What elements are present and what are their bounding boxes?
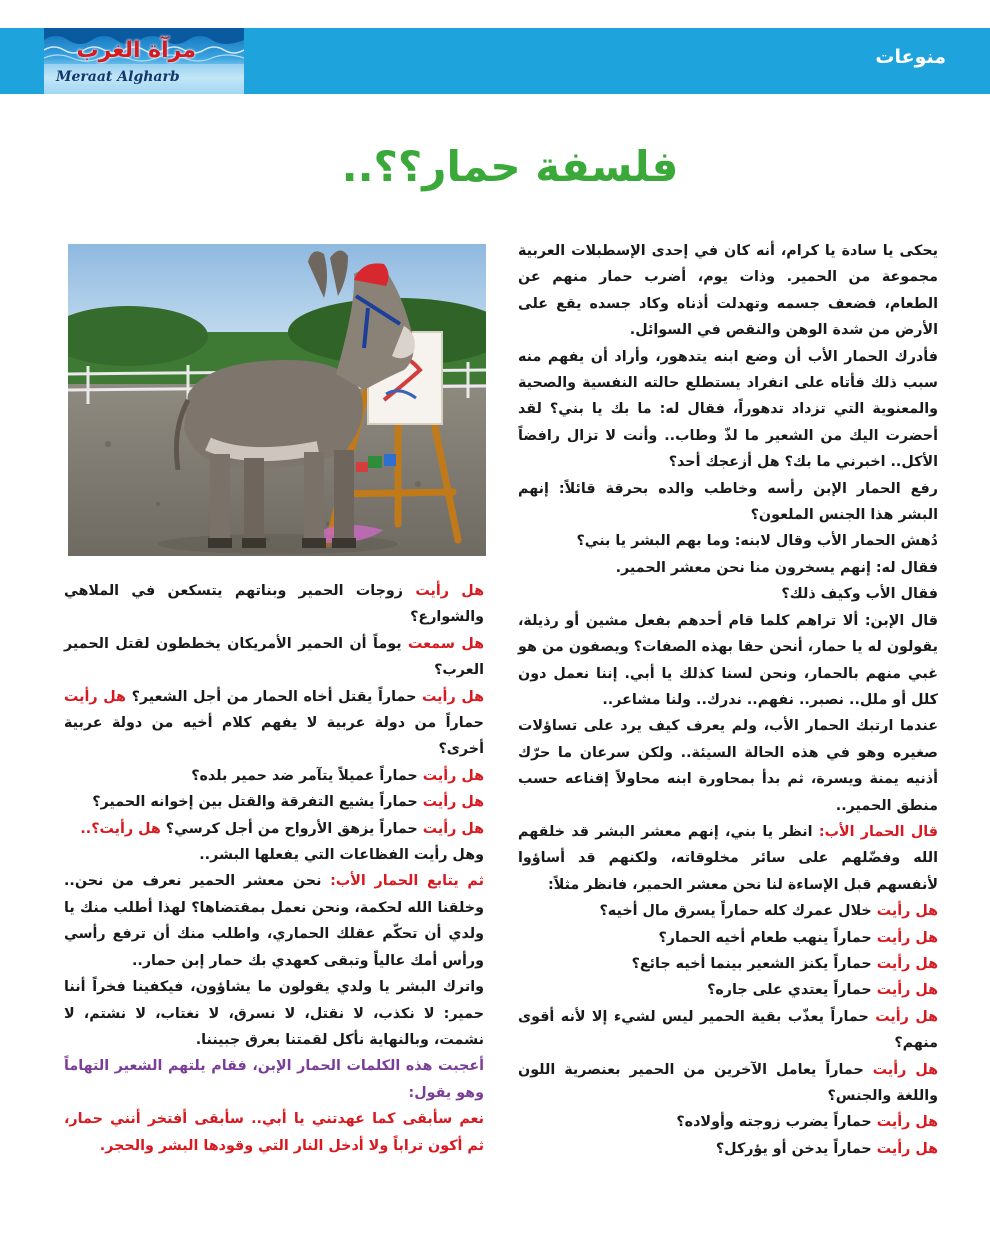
question-line: [64, 631, 484, 684]
question-text: حماراً من دولة عربية لا يفهم كلام أخيه من دولة عربية أخرى؟: [64, 715, 484, 758]
question-text: حماراً عميلاً يتآمر ضد حمير بلده؟: [191, 767, 423, 784]
paragraph: يحكى يا سادة يا كرام، أنه كان في إحدى الإسطبلات العربية مجموعة من الحمير. وذات يوم، أضرب حمار منهم عن الطعام، فضعف جسمه وتهدلت أذناه وكاد جسده يقع على الأرض من شدة الوهن والنقص في السوائل.: [518, 243, 938, 339]
question-text: حماراً يشيع التفرقة والقتل بين إخوانه الحمير؟: [92, 794, 423, 811]
question-line: [518, 1004, 938, 1057]
highlight-lead: هل رأيت: [422, 767, 484, 784]
paragraph: دُهش الحمار الأب وقال لابنه: وما بهم البشر يا بني؟: [576, 533, 938, 550]
question-line: [518, 1136, 938, 1162]
question-text: حماراً يعامل الآخرين من الحمير بعنصرية اللون واللغة والجنس؟: [518, 1061, 938, 1104]
question-text: حماراً ينهب طعام أخيه الحمار؟: [658, 929, 877, 946]
paragraph-text: نحن معشر الحمير نعرف من نحن.. وخلقنا الله لحكمة، ونحن نعمل بمقتضاها؟ لهذا أطلب منك يا ولدي أن تحكّم عقلك الحماري، واطلب منك أن ترفع رأسي ورأس أمك عالياً وتبقى كعهدي بك حمار إبن حمار..: [64, 873, 484, 969]
paragraph: فقال الأب وكيف ذلك؟: [781, 586, 938, 603]
highlight-lead: هل رأيت: [876, 1114, 938, 1131]
paragraph: واترك البشر يا ولدي يقولون ما يشاؤون، فيكفينا فخراً أننا حمير: لا نكذب، لا نقتل، لا نسرق، لا نغتاب، لا نشتم، لا نشمت، وبالنهاية نأكل لقمتنا بعرق جبيننا.: [64, 979, 484, 1048]
paragraph: وهل رأيت الفظاعات التي يفعلها البشر..: [199, 847, 484, 864]
question-text: حماراً يدخن أو يؤركل؟: [715, 1140, 877, 1157]
donkey-illustration: [68, 244, 486, 556]
masthead-logo: [44, 28, 244, 94]
question-text: زوجات الحمير وبناتهم يتسكعن في الملاهي والشوارع؟: [64, 583, 484, 626]
question-line: [518, 1109, 938, 1135]
purple-paragraph: أعجبت هذه الكلمات الحمار الإبن، فقام يلتهم الشعير التهاماً وهو يقول:: [64, 1058, 484, 1101]
paragraph-text: انظر يا بني، إنهم معشر البشر قد خلقهم الله وفضّلهم على سائر مخلوقاته، ولكنهم قد أساؤوا لأنفسهم قبل الإساءة لنا نحن معشر الحمير، فانظر مثلاً:: [518, 823, 938, 893]
highlight-lead: هل رأيت: [875, 1008, 938, 1025]
closing-paragraph: نعم سأبقى كما عهدتني يا أبي.. سأبقى أفتخر أنني حمار، ثم أكون تراباً ولا أدخل النار التي وقودها البشر والحجر.: [64, 1111, 484, 1154]
highlight-lead: هل رأيت: [876, 903, 938, 920]
paragraph: عندما ارتبك الحمار الأب، ولم يعرف كيف يرد على تساؤلات صغيره وهو في هذه الحالة السيئة.. ولكن سرعان ما حرّك أذنيه يمنة ويسرة، ثم بدأ بمحاورة ابنه محاولاً إقناعه حسب منطق الحمير..: [518, 718, 938, 814]
question-line: [518, 977, 938, 1003]
highlight-lead: هل رأيت: [422, 794, 484, 811]
highlight-lead: هل رأيت: [876, 1140, 938, 1157]
donkey-painting-photo: [68, 244, 486, 556]
article-column-right: [518, 238, 938, 1162]
paragraph: [64, 868, 484, 974]
question-text: يوماً أن الحمير الأمريكان يخططون لقتل الحمير العرب؟: [64, 635, 484, 679]
question-line: [64, 763, 484, 789]
highlight-lead: هل رأيت؟..: [80, 820, 161, 837]
highlight-lead: هل رأيت: [422, 820, 484, 837]
paragraph: [518, 819, 938, 898]
highlight-lead: هل رأيت: [872, 1061, 938, 1078]
highlight-lead: هل رأيت: [876, 929, 938, 946]
question-line: [518, 925, 938, 951]
question-line: [518, 898, 938, 924]
highlight-lead: هل رأيت: [415, 583, 484, 599]
question-text: حماراً يكنز الشعير بينما أخيه جائع؟: [631, 955, 877, 972]
question-line: [64, 578, 484, 631]
question-line: [64, 684, 484, 763]
highlight-lead: هل رأيت: [876, 982, 938, 999]
article-title: فلسفة حمار؟؟..: [341, 142, 679, 191]
article-column-left: [64, 578, 484, 1159]
highlight-lead: هل رأيت: [64, 688, 126, 705]
paragraph: فقال له: إنهم يسخرون منا نحن معشر الحمير.: [615, 559, 938, 576]
question-line: [518, 1057, 938, 1110]
question-text: حماراً يزهق الأرواح من أجل كرسي؟: [160, 820, 423, 837]
highlight-lead: قال الحمار الأب:: [818, 823, 938, 840]
paragraph: قال الإبن: ألا تراهم كلما قام أحدهم بفعل مشين أو رذيلة، يقولون له يا حمار، أنحن حقا بهذه الصفات؟ ويصفون من هو غبي منهم بالحمار، ونحن لسنا كذلك يا أبي. إننا نعمل دون كلل أو ملل.. نصبر.. نفهم.. ندرك.. ولنا مشاعر..: [518, 612, 938, 708]
question-text: حماراً يضرب زوجته وأولاده؟: [676, 1114, 877, 1131]
question-text: حماراً يعتدي على جاره؟: [707, 982, 877, 999]
section-label: منوعات: [875, 46, 946, 68]
logo-english-text: Meraat Algharb: [56, 69, 180, 85]
highlight-lead: ثم يتابع الحمار الأب:: [330, 873, 485, 890]
highlight-lead: هل رأيت: [422, 688, 484, 705]
highlight-lead: هل سمعت: [408, 635, 484, 652]
question-line: [518, 951, 938, 977]
paragraph: رفع الحمار الإبن رأسه وخاطب والده بحرقة قائلاً: إنهم البشر هذا الجنس الملعون؟: [518, 480, 938, 524]
question-line: [64, 816, 484, 842]
question-text: حماراً يقتل أخاه الحمار من أجل الشعير؟: [125, 688, 423, 705]
question-line: [64, 789, 484, 815]
question-text: خلال عمرك كله حماراً يسرق مال أخيه؟: [599, 903, 877, 920]
highlight-lead: هل رأيت: [876, 955, 938, 972]
logo-arabic-text: مرآة الغرب: [76, 38, 196, 63]
paragraph: فأدرك الحمار الأب أن وضع ابنه يتدهور، وأراد أن يفهم منه سبب ذلك فأتاه على انفراد يستطلع حالته النفسية والصحية والمعنوية التي تزداد تدهوراً، فقال له: ما بك يا بني؟ لقد أحضرت اليك من الشعير ما لذّ وطاب.. وأنت لا تزال رافضاً الأكل.. اخبرني ما بك؟ هل أزعجك أحد؟: [518, 348, 938, 471]
question-text: حماراً يعذّب بقية الحمير ليس لشيء إلا لأنه أقوى منهم؟: [518, 1008, 938, 1052]
